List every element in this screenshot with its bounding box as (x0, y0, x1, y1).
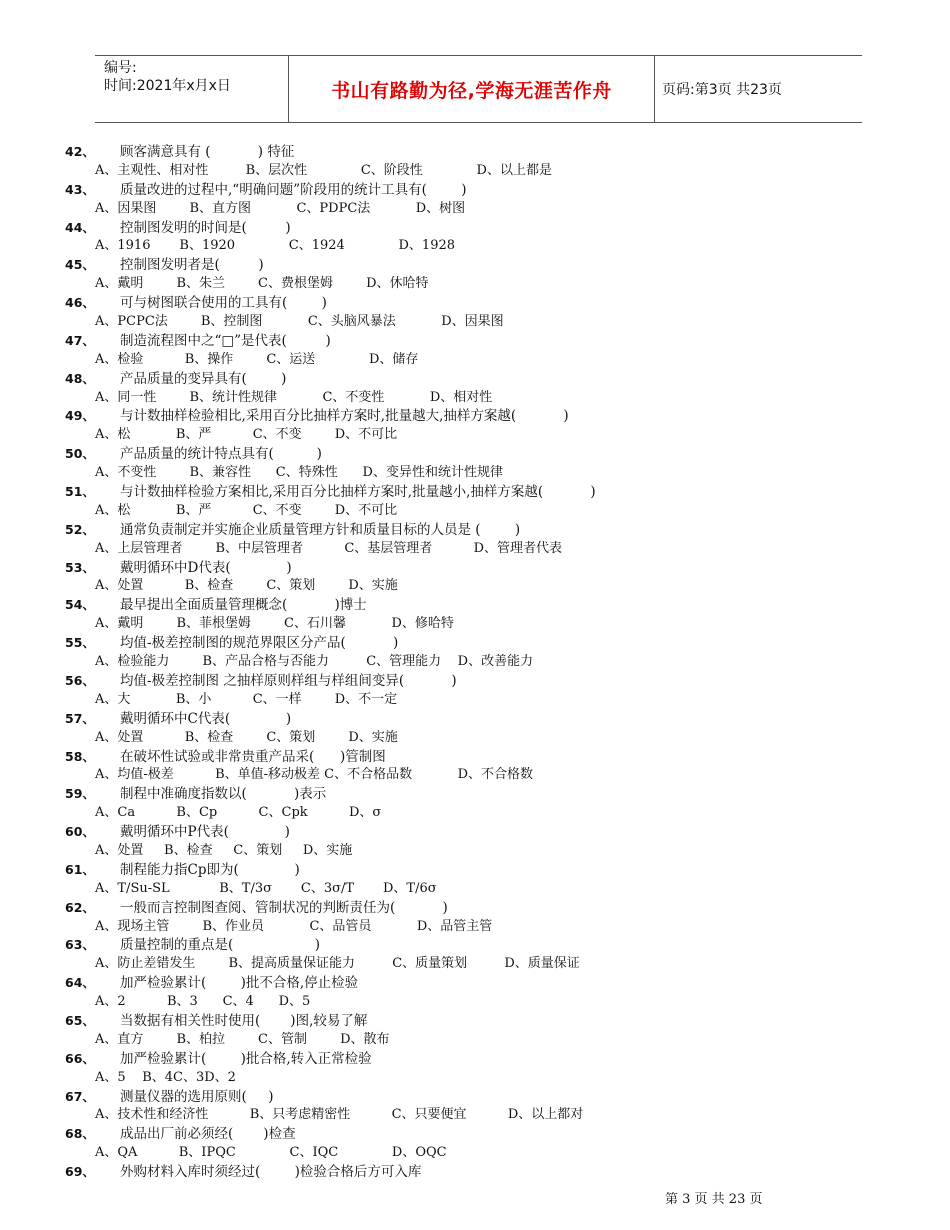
question-text: 当数据有相关性时使用( )图,较易了解 (120, 1012, 368, 1029)
question-number: 58、 (65, 748, 95, 764)
answer-options-text: A、戴明 B、朱兰 C、费根堡姆 D、休哈特 (95, 276, 429, 292)
question-text: 成品出厂前必须经( )检查 (120, 1126, 296, 1143)
page-footer: 第 3 页 共 23 页 (665, 1192, 763, 1207)
answer-options (65, 1031, 865, 1050)
answer-options-text: A、均值-极差 B、单值-移动极差 C、不合格品数 D、不合格数 (95, 767, 534, 783)
question-item (65, 370, 865, 389)
question-text: 产品质量的统计特点具有( ) (120, 446, 322, 463)
question-number: 68、 (65, 1126, 95, 1142)
answer-options-text: A、2 B、3 C、4 D、5 (95, 994, 311, 1010)
question-number: 51、 (65, 484, 95, 500)
answer-options (65, 653, 865, 672)
answer-options (65, 200, 865, 219)
question-item (65, 1088, 865, 1107)
question-item (65, 1125, 865, 1144)
question-number: 44、 (65, 219, 95, 235)
answer-options (65, 918, 865, 937)
question-text: 质量改进的过程中,“明确问题”阶段用的统计工具有( ) (120, 181, 467, 198)
question-text: 均值-极差控制图的规范界限区分产品( ) (120, 635, 399, 652)
question-item (65, 672, 865, 691)
question-text: 与计数抽样检验方案相比,采用百分比抽样方案时,批量越小,抽样方案越( ) (120, 484, 596, 501)
question-item (65, 445, 865, 464)
answer-options-text: A、T/Su-SL B、T/3σ C、3σ/T D、T/6σ (95, 880, 437, 896)
question-text: 加严检验累计( )批不合格,停止检验 (120, 975, 359, 992)
answer-options (65, 880, 865, 899)
question-number: 57、 (65, 710, 95, 726)
question-number: 55、 (65, 635, 95, 651)
answer-options (65, 237, 865, 256)
answer-options-text: A、检验 B、操作 C、运送 D、储存 (95, 351, 419, 367)
question-text: 在破坏性试验或非常贵重产品采( )管制图 (120, 748, 386, 765)
question-text: 控制图发明者是( ) (120, 257, 264, 274)
question-item (65, 483, 865, 502)
answer-options-text: A、松 B、严 C、不变 D、不可比 (95, 502, 398, 518)
answer-options-text: A、处置 B、检查 C、策划 D、实施 (95, 729, 398, 745)
document-header (95, 55, 862, 123)
question-item (65, 219, 865, 238)
question-number: 52、 (65, 521, 95, 537)
answer-options (65, 464, 865, 483)
question-item (65, 294, 865, 313)
question-text: 戴明循环中P代表( ) (120, 824, 290, 841)
answer-options-text: A、主观性、相对性 B、层次性 C、阶段性 D、以上都是 (95, 162, 552, 178)
answer-options-text: A、防止差错发生 B、提高质量保证能力 C、质量策划 D、质量保证 (95, 956, 580, 972)
answer-options (65, 993, 865, 1012)
question-item (65, 559, 865, 578)
question-item (65, 1012, 865, 1031)
answer-options-text: A、1916 B、1920 C、1924 D、1928 (95, 238, 456, 254)
question-item (65, 1163, 865, 1182)
answer-options (65, 426, 865, 445)
question-text: 通常负责制定并实施企业质量管理方针和质量目标的人员是 ( ) (120, 521, 521, 538)
question-item (65, 785, 865, 804)
question-text: 与计数抽样检验相比,采用百分比抽样方案时,批量越大,抽样方案越( ) (120, 408, 569, 425)
question-number: 56、 (65, 672, 95, 688)
question-item (65, 748, 865, 767)
question-text: 顾客满意具有 ( ) 特征 (120, 144, 295, 160)
question-number: 61、 (65, 861, 95, 877)
question-number: 59、 (65, 786, 95, 802)
question-item (65, 1050, 865, 1069)
question-text: 一般而言控制图查阅、管制状况的判断责任为( ) (120, 899, 448, 916)
answer-options-text: A、技术性和经济性 B、只考虑精密性 C、只要便宜 D、以上都对 (95, 1107, 584, 1123)
question-number: 66、 (65, 1050, 95, 1066)
answer-options (65, 351, 865, 370)
question-number: 45、 (65, 257, 95, 273)
answer-options (65, 729, 865, 748)
answer-options (65, 1144, 865, 1163)
question-number: 64、 (65, 975, 95, 991)
question-item (65, 936, 865, 955)
question-number: 50、 (65, 446, 95, 462)
question-number: 63、 (65, 937, 95, 953)
question-text: 制程中准确度指数以( )表示 (120, 786, 327, 803)
answer-options-text: A、因果图 B、直方图 C、PDPC法 D、树图 (95, 200, 466, 216)
time-label: 时间:2021年x月x日 (104, 78, 231, 94)
question-text: 外购材料入库时须经过( )检验合格后方可入库 (120, 1164, 422, 1181)
answer-options-text: A、现场主管 B、作业员 C、品管员 D、品管主管 (95, 918, 493, 934)
answer-options (65, 1106, 865, 1125)
answer-options-text: A、Ca B、Cp C、Cpk D、σ (95, 805, 382, 821)
question-text: 制造流程图中之“□”是代表( ) (120, 332, 331, 349)
question-text: 可与树图联合使用的工具有( ) (120, 295, 327, 312)
answer-options (65, 162, 865, 181)
answer-options (65, 955, 865, 974)
answer-options-text: A、上层管理者 B、中层管理者 C、基层管理者 D、管理者代表 (95, 540, 563, 556)
question-number: 49、 (65, 408, 95, 424)
code-label: 编号: (104, 60, 137, 76)
question-text: 戴明循环中C代表( ) (120, 710, 292, 727)
question-item (65, 634, 865, 653)
answer-options (65, 766, 865, 785)
question-text: 质量控制的重点是( ) (120, 937, 321, 954)
header-page-label: 页码:第3页 共23页 (662, 82, 782, 98)
question-item (65, 899, 865, 918)
answer-options-text: A、戴明 B、菲根堡姆 C、石川馨 D、修哈特 (95, 616, 454, 632)
question-item (65, 407, 865, 426)
question-number: 67、 (65, 1088, 95, 1104)
question-text: 戴明循环中D代表( ) (120, 559, 292, 576)
question-text: 加严检验累计( )批合格,转入正常检验 (120, 1050, 372, 1067)
question-text: 均值-极差控制图 之抽样原则样组与样组间变异( ) (120, 672, 457, 689)
answer-options-text: A、直方 B、柏拉 C、管制 D、散布 (95, 1031, 390, 1047)
answer-options (65, 502, 865, 521)
answer-options (65, 804, 865, 823)
question-text: 测量仪器的选用原则( ) (120, 1088, 274, 1105)
question-number: 62、 (65, 899, 95, 915)
answer-options-text: A、QA B、IPQC C、IQC D、OQC (95, 1145, 447, 1161)
question-number: 54、 (65, 597, 95, 613)
answer-options-text: A、PCPC法 B、控制图 C、头脑风暴法 D、因果图 (95, 314, 504, 330)
question-number: 53、 (65, 559, 95, 575)
answer-options-text: A、松 B、严 C、不变 D、不可比 (95, 427, 398, 443)
answer-options-text: A、大 B、小 C、一样 D、不一定 (95, 691, 398, 707)
answer-options (65, 615, 865, 634)
question-number: 69、 (65, 1164, 95, 1180)
answer-options (65, 313, 865, 332)
answer-options (65, 540, 865, 559)
question-text: 控制图发明的时间是( ) (120, 219, 291, 236)
question-item (65, 332, 865, 351)
answer-options (65, 389, 865, 408)
header-divider (654, 56, 655, 122)
answer-options (65, 577, 865, 596)
answer-options-text: A、处置 B、检查 C、策划 D、实施 (95, 842, 353, 858)
question-text: 产品质量的变异具有( ) (120, 370, 287, 387)
answer-options (65, 1069, 865, 1088)
answer-options (65, 691, 865, 710)
question-item (65, 256, 865, 275)
answer-options-text: A、5 B、4C、3D、2 (95, 1069, 236, 1085)
question-item (65, 596, 865, 615)
question-text: 制程能力指Cp即为( ) (120, 861, 300, 878)
question-number: 46、 (65, 295, 95, 311)
question-number: 47、 (65, 332, 95, 348)
answer-options (65, 275, 865, 294)
answer-options (65, 842, 865, 861)
question-number: 48、 (65, 370, 95, 386)
question-number: 42、 (65, 144, 95, 159)
question-item (65, 181, 865, 200)
question-item (65, 710, 865, 729)
header-meta (104, 59, 231, 95)
question-number: 60、 (65, 824, 95, 840)
question-item (65, 143, 865, 162)
answer-options-text: A、不变性 B、兼容性 C、特殊性 D、变异性和统计性规律 (95, 465, 503, 481)
question-item (65, 974, 865, 993)
question-text: 最早提出全面质量管理概念( )博士 (120, 597, 367, 614)
answer-options-text: A、检验能力 B、产品合格与否能力 C、管理能力 D、改善能力 (95, 654, 534, 670)
question-list (65, 143, 865, 1182)
question-item (65, 861, 865, 880)
question-number: 65、 (65, 1012, 95, 1028)
answer-options-text: A、同一性 B、统计性规律 C、不变性 D、相对性 (95, 389, 493, 405)
answer-options-text: A、处置 B、检查 C、策划 D、实施 (95, 578, 398, 594)
header-motto: 书山有路勤为径,学海无涯苦作舟 (331, 80, 612, 102)
question-item (65, 521, 865, 540)
question-number: 43、 (65, 181, 95, 197)
question-item (65, 823, 865, 842)
